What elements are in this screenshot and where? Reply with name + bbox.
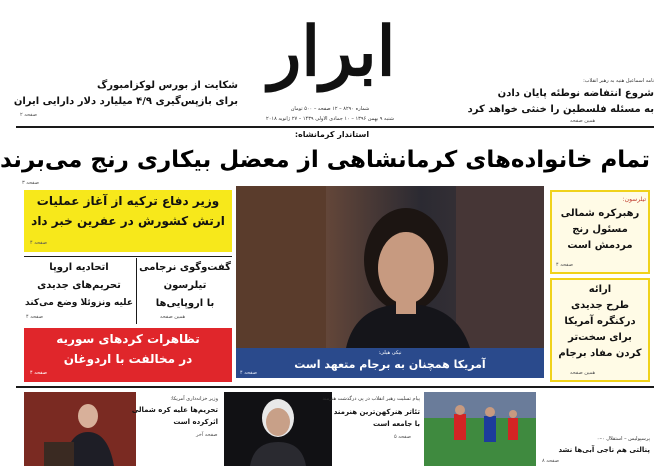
tillerson-line1: گفت‌وگوی نرجامی bbox=[139, 262, 231, 273]
politics-title2: اثرکرده است bbox=[173, 418, 218, 426]
man-at-podium-illustration bbox=[24, 392, 136, 466]
culture-photo bbox=[224, 392, 332, 466]
politics-kicker: وزیر خزانه‌داری آمریکا: bbox=[170, 396, 218, 402]
masthead-date-line: شنبه ۹ بهمن ۱۳۹۶ – ۱۰ جمادی الاولی ۱۴۳۹ – ۲۷ ژانویه ۲۰۱۸ bbox=[266, 116, 394, 122]
masthead-divider bbox=[16, 126, 654, 128]
europe-line1: اتحادیه اروپا bbox=[49, 262, 109, 273]
masthead-logo: ابرار bbox=[268, 12, 396, 92]
right-story1-line3: مردمش است bbox=[567, 240, 633, 251]
europe-line2: تحریم‌های جدیدی bbox=[37, 280, 121, 291]
photo-caption-title: آمریکا همچنان به برجام متعهد است bbox=[294, 358, 486, 371]
top-right-line2: به مسئله فلسطین را خنثی خواهد کرد bbox=[467, 104, 654, 115]
top-left-line1: شکایت از بورس لوکزامبورگ bbox=[97, 80, 238, 91]
tillerson-line2: تیلرسون bbox=[163, 280, 207, 291]
culture-title2: با جامعه است bbox=[372, 420, 420, 428]
top-right-page: همین صفحه bbox=[570, 118, 596, 124]
right-story2-line1: ارائه bbox=[588, 284, 612, 295]
center-photo bbox=[236, 186, 544, 348]
right-story1-line2: مسئول رنج bbox=[572, 224, 628, 235]
right-story2-page: همین صفحه bbox=[570, 370, 596, 376]
photo-caption-kicker: نیکی هیلی: bbox=[378, 350, 402, 356]
yellow-teaser-line2: ارتش کشورش در عفرین خبر داد bbox=[31, 214, 225, 228]
yellow-teaser-page: صفحه ۴ bbox=[30, 240, 47, 246]
culture-kicker: پیام تسلیت رهبر انقلاب در پی درگذشت هنرمند bbox=[322, 396, 420, 402]
yellow-teaser-line1: وزیر دفاع ترکیه از آغاز عملیات bbox=[36, 194, 220, 208]
headline-page: صفحه ۳ bbox=[22, 180, 39, 186]
right-story2-line3: درکنگره آمریکا bbox=[564, 316, 636, 327]
right-story1-page: صفحه ۴ bbox=[556, 262, 573, 268]
right-story1-line1: رهبرکره شمالی bbox=[560, 208, 640, 219]
woman-portrait-illustration bbox=[236, 186, 544, 348]
photo-caption-page: صفحه ۴ bbox=[240, 370, 257, 376]
top-right-line1: شروع انتفاضه نوطئه پایان دادن bbox=[497, 88, 654, 99]
masthead-issue-line: شماره ۸۲۹۰ – ۱۲ صفحه – ۵۰۰ تومان bbox=[290, 106, 370, 112]
top-left-line2: برای بازپس‌گیری ۴/۹ میلیارد دلار دارایی ایران bbox=[13, 96, 238, 107]
politics-page: صفحه آخر bbox=[196, 432, 218, 438]
sport-photo bbox=[424, 392, 536, 466]
red-teaser-page: صفحه ۴ bbox=[30, 370, 47, 376]
culture-page: صفحه ۵ bbox=[394, 434, 411, 440]
left-subcolumn-divider bbox=[136, 258, 137, 324]
politics-title: تحریم‌ها علیه کره شمالی bbox=[131, 406, 218, 414]
top-left-page: صفحه ۲ bbox=[20, 112, 37, 118]
bottom-divider bbox=[16, 386, 654, 388]
football-match-illustration bbox=[424, 392, 536, 466]
sport-page: صفحه ۸ bbox=[542, 458, 559, 464]
politics-photo bbox=[24, 392, 136, 466]
europe-line3: علیه ونزوئلا وضع می‌کند bbox=[25, 298, 133, 308]
left-column-divider bbox=[24, 256, 232, 257]
right-story2-line5: کردن مفاد برجام bbox=[558, 348, 642, 359]
culture-title: تئاتر هنرکهن‌ترین هنرمند bbox=[333, 408, 420, 416]
right-story2-line4: برای سخت‌تر bbox=[568, 332, 632, 343]
tillerson-line3: با اروپایی‌ها bbox=[155, 298, 215, 309]
top-right-kicker: نامه اسماعیل هنیه به رهبر انقلاب: bbox=[583, 78, 654, 84]
right-story1-kicker: تیلرسون: bbox=[622, 196, 646, 203]
europe-page: صفحه ۴ bbox=[26, 314, 43, 320]
sport-kicker: پرسپولیس – استقلال ۰–۰ bbox=[596, 436, 650, 442]
headline-title: تمام خانواده‌های کرمانشاهی از معضل بیکاری رنج می‌برند bbox=[0, 147, 650, 173]
headline-kicker: استاندار کرمانشاه: bbox=[294, 130, 370, 139]
red-teaser-line1: تظاهرات کردهای سوریه bbox=[56, 332, 200, 346]
tillerson-page: همین صفحه bbox=[160, 314, 186, 320]
red-teaser-line2: در مخالفت با اردوغان bbox=[63, 352, 193, 366]
elderly-man-portrait-illustration bbox=[224, 392, 332, 466]
sport-title: پنالتی هم ناجی آبی‌ها نشد bbox=[558, 446, 650, 454]
right-story2-line2: طرح جدیدی bbox=[570, 300, 629, 311]
